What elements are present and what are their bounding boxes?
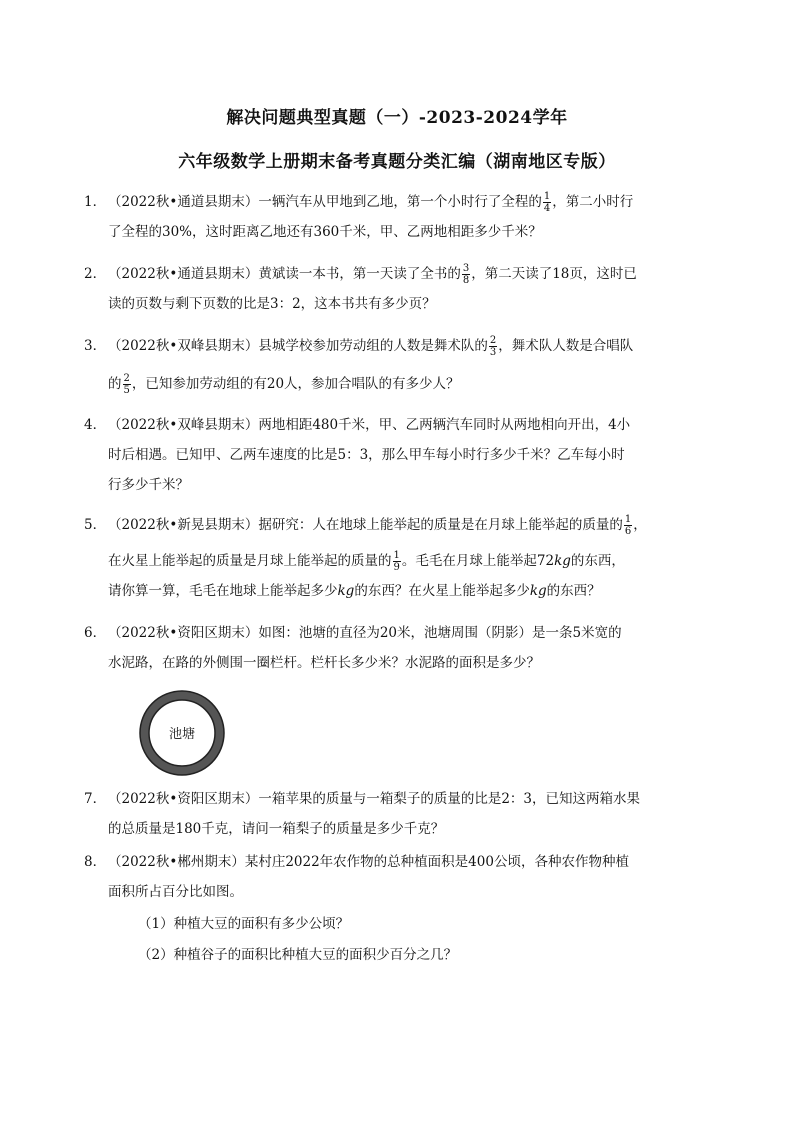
fraction-numerator: 2	[123, 373, 130, 384]
question-text: （2022秋•通道县期末）黄斌读一本书，第一天读了全书的	[108, 266, 461, 282]
question-2	[84, 259, 698, 319]
fraction	[489, 335, 497, 358]
unit-kg: kg	[337, 583, 355, 599]
question-line	[108, 510, 698, 540]
question-number: 3．	[84, 338, 107, 354]
fraction-denominator: 4	[543, 203, 551, 214]
question-line: 面积所占百分比如图。	[108, 884, 243, 900]
question-text: （2022秋•通道县期末）一辆汽车从甲地到乙地，第一个小时行了全程的	[108, 194, 542, 210]
question-line: 时后相遇。已知甲、乙两车速度的比是5：3，那么甲车每小时行多少千米？乙车每小时	[108, 447, 625, 463]
question-text: ，第二天读了18页，这时已	[471, 266, 637, 282]
question-6	[84, 618, 698, 678]
fraction	[543, 191, 551, 214]
question-number: 5．	[84, 517, 107, 533]
question-7	[84, 784, 698, 844]
question-4	[84, 410, 698, 500]
question-line	[108, 546, 698, 576]
question-line	[108, 259, 698, 289]
question-line: （2022秋•资阳区期末）一箱苹果的质量与一箱梨子的质量的比是2：3，已知这两箱水果	[108, 791, 640, 807]
question-line: （2022秋•郴州期末）某村庄2022年农作物的总种植面积是400公顷，各种农作物种植	[108, 854, 629, 870]
document-title-line-2: 六年级数学上册期末备考真题分类汇编（湖南地区专版）	[178, 152, 616, 172]
question-text: （2022秋•双峰县期末）县城学校参加劳动组的人数是舞术队的	[108, 338, 488, 354]
question-line: 行多少千米？	[108, 477, 189, 493]
question-5	[84, 510, 698, 606]
question-line: （2022秋•双峰县期末）两地相距480千米，甲、乙两辆汽车同时从两地相向开出，4小	[108, 417, 631, 433]
fraction-numerator: 1	[624, 514, 632, 525]
question-line	[108, 576, 698, 606]
question-number: 2．	[84, 266, 107, 282]
question-text: ，第二小时行	[552, 194, 634, 210]
unit-kg: kg	[554, 553, 571, 569]
fraction-denominator: 3	[489, 347, 497, 358]
question-text: 的	[108, 376, 122, 392]
question-text: 的东西？	[546, 583, 601, 599]
question-number: 8．	[84, 854, 107, 870]
sub-question-1: （1）种植大豆的面积有多少公顷？	[138, 916, 350, 932]
fraction-numerator: 3	[462, 263, 470, 274]
question-line	[108, 331, 698, 361]
question-line: 了全程的30%，这时距离乙地还有360千米，甲、乙两地相距多少千米？	[108, 224, 542, 240]
question-text: 在火星上能举起的质量是月球上能举起的质量的	[108, 553, 392, 569]
fraction-denominator: 5	[123, 385, 130, 396]
question-text: 。毛毛在月球上能举起72	[401, 553, 555, 569]
fraction	[123, 373, 131, 396]
question-text: 的东西？在火星上能举起多少	[354, 583, 530, 599]
question-number: 1．	[84, 194, 107, 210]
fraction-denominator: 8	[462, 275, 470, 286]
question-number: 7．	[84, 791, 107, 807]
question-text: ，	[633, 517, 647, 533]
question-3	[84, 331, 698, 399]
unit-kg: kg	[529, 583, 547, 599]
fraction-denominator: 9	[393, 562, 400, 573]
fraction	[462, 263, 470, 286]
pond-label: 池塘	[168, 727, 195, 742]
sub-question-2: （2）种植谷子的面积比种植大豆的面积少百分之几？	[138, 947, 458, 963]
question-text: ，已知参加劳动组的有20人，参加合唱队的有多少人？	[131, 376, 460, 392]
question-number: 6．	[84, 625, 107, 641]
question-line	[108, 187, 698, 217]
question-line: 读的页数与剩下页数的比是3：2，这本书共有多少页？	[108, 296, 436, 312]
question-text: 请你算一算，毛毛在地球上能举起多少	[108, 583, 338, 599]
question-line: 的总质量是180千克，请问一箱梨子的质量是多少千克？	[108, 821, 445, 837]
question-text: （2022秋•新晃县期末）据研究：人在地球上能举起的质量是在月球上能举起的质量的	[108, 517, 623, 533]
fraction	[624, 514, 632, 537]
fraction	[393, 550, 401, 573]
document-title-line-1: 解决问题典型真题（一）-2023-2024学年	[226, 108, 568, 128]
question-text: 的东西，	[570, 553, 625, 569]
fraction-numerator: 1	[393, 550, 400, 561]
fraction-denominator: 6	[624, 526, 632, 537]
pond-figure	[138, 689, 226, 777]
question-8	[84, 847, 698, 907]
question-line: （2022秋•资阳区期末）如图：池塘的直径为20米，池塘周围（阴影）是一条5米宽的	[108, 625, 622, 641]
question-line: 水泥路，在路的外侧围一圈栏杆。栏杆长多少米？水泥路的面积是多少？	[108, 655, 540, 671]
question-line	[108, 369, 698, 399]
question-number: 4．	[84, 417, 107, 433]
fraction-numerator: 1	[543, 191, 551, 202]
question-1	[84, 187, 698, 247]
fraction-numerator: 2	[489, 335, 497, 346]
question-text: ，舞术队人数是合唱队	[498, 338, 634, 354]
